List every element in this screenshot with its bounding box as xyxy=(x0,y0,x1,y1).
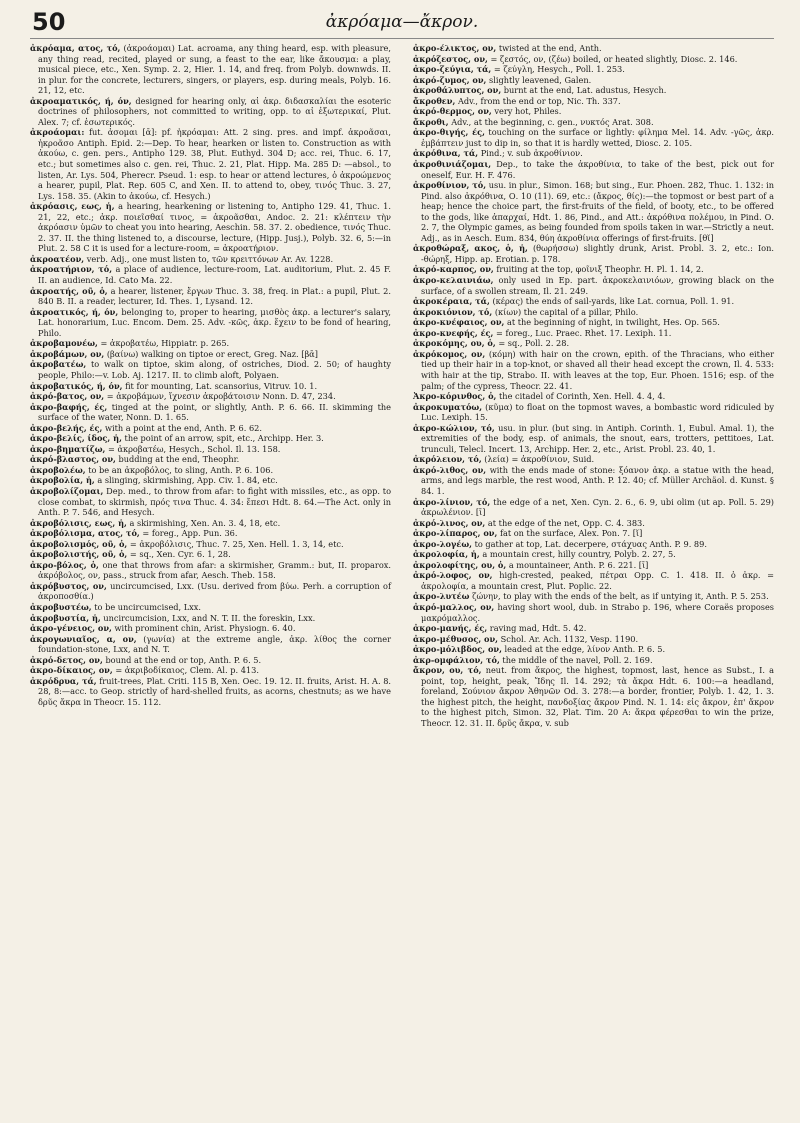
headword: ἀκρό-βατος, ον, xyxy=(30,391,105,402)
dictionary-entry xyxy=(30,359,391,380)
headword: ἀκροάομαι: xyxy=(30,127,85,138)
dictionary-entry xyxy=(413,127,774,148)
headword: ἀκρολοφία, ἡ, xyxy=(413,549,480,560)
headword: ἀκροβολιστής, οῦ, ὁ, xyxy=(30,549,128,560)
dictionary-entry xyxy=(413,454,774,465)
headword: ἀκρο-δίκαιος, ον, xyxy=(30,665,113,676)
headword: ἀκρο-βαφής, ές, xyxy=(30,401,108,412)
dictionary-entry xyxy=(413,539,774,550)
definition: a place of audience, lecture-room, Lat. auditorium, Plut. 2. 45 F. II. an audience, Id. Cato Ma. 22. xyxy=(38,264,391,286)
definition: = foreg., App. Pun. 36. xyxy=(142,528,238,539)
headword: ἀκρο-βελής, ές, xyxy=(30,422,103,433)
headword: ἀκρο-βόλος, ὁ, xyxy=(30,559,99,570)
definition: = sq., Poll. 2. 28. xyxy=(498,338,570,349)
definition: to be an ἀκροβόλος, to sling, Anth. P. 6. 106. xyxy=(88,464,274,475)
definition: at the edge of the net, Opp. C. 4. 383. xyxy=(487,517,645,528)
definition: (ἀκροάομαι) Lat. acroama, any thing heard, esp. with pleasure, any thing read, recited, played or sung, a feast to the ear, like ἄκουσμα: a play, musical piece, etc., Xen. Symp. 2. 2, Hier. 1. 14, and freq. from Polyb. downwds. II. in plur. for the concrete, lecturers, singers, or players, esp. during meals, Polyb. 16. 21, 12, etc. xyxy=(38,43,392,96)
definition: a skirmishing, Xen. An. 3. 4, 18, etc. xyxy=(129,517,281,528)
headword: ἀκρόβυστος, ον, xyxy=(30,580,107,591)
headword: ἀκρο-κώλιον, τό, xyxy=(413,422,495,433)
headword: ἀκροαματικός, ή, όν, xyxy=(30,95,132,106)
dictionary-entry xyxy=(413,402,774,423)
headword: ἀκρο-λυτέω xyxy=(413,591,470,602)
dictionary-entry xyxy=(30,528,391,539)
definition: designed for hearing only, αἱ ἀκρ. διδασκαλίαι the esoteric doctrines of philosophers, not committed to writing, opp. to αἱ ἐξωτερικαί, Plut. Alex. 7; cf. ἐσωτερικός. xyxy=(38,95,391,127)
dictionary-entry xyxy=(30,581,391,602)
dictionary-entry xyxy=(413,338,774,349)
headword: ἀκροκόμης, ου, ὁ, xyxy=(413,338,496,349)
headword: ἀκρόασις, εως, ἡ, xyxy=(30,201,115,212)
headword: ἀκρόλειον, τό, xyxy=(413,454,482,465)
definition: only used in Ep. part. ἀκροκελαινιόων, growing black on the surface, of a swollen stream, Il. 21. 249. xyxy=(421,275,774,296)
headword: ἀκρό-μαλλος, ον, xyxy=(413,601,495,612)
definition: fit for mounting, Lat. scansorius, Vitruv. 10. 1. xyxy=(125,380,318,391)
dictionary-entry xyxy=(413,307,774,318)
headword: ἀκρο-γένειος, ον, xyxy=(30,623,112,634)
dictionary-entry xyxy=(30,96,391,128)
definition: with prominent chin, Arist. Physiogn. 6. 40. xyxy=(114,623,296,634)
definition: = sq., Xen. Cyr. 6. 1, 28. xyxy=(129,549,231,560)
definition: leaded at the edge, λίνον Anth. P. 6. 5. xyxy=(504,644,666,655)
headword: ἀκρόθινα, τά, xyxy=(413,148,479,159)
definition: a mountain crest, hilly country, Polyb. 2. 27, 5. xyxy=(482,549,676,560)
headword: ἀκρο-κνεφής, ές, xyxy=(413,327,494,338)
dictionary-entry xyxy=(30,475,391,486)
headword: ἀκροατικός, ή, όν, xyxy=(30,306,119,317)
headword: ἀκρολοφίτης, ου, ὁ, xyxy=(413,559,507,570)
dictionary-entry xyxy=(30,634,391,655)
dictionary-entry xyxy=(413,528,774,539)
headword: ἀκροβόλισις, εως, ἡ, xyxy=(30,517,127,528)
definition: fruit-trees, Plat. Criti. 115 B, Xen. Oec. 19. 12. II. fruits, Arist. H. A. 8. 28, 8:—acc. to Geop. strictly of hard-shelled fruits, as acorns, chestnuts; as we have δρῦς ἄκρα in Theocr. 15. 112. xyxy=(38,675,392,707)
headword: ἀκροβυστία, ἡ, xyxy=(30,612,101,623)
definition: to walk on tiptoe, skim along, of ostriches, Diod. 2. 50; of haughty people, Philo:—v. Lob. Aj. 1217. II. to climb aloft, Polyaen. xyxy=(38,359,392,380)
headword: ἀκροβολισμός, οῦ, ὁ, xyxy=(30,538,128,549)
dictionary-entry xyxy=(413,623,774,634)
definition: having short wool, dub. in Strabo p. 196, where Coraës proposes μακρόμαλλος. xyxy=(421,601,775,623)
definition: a slinging, skirmishing, App. Civ. 1. 84, etc. xyxy=(97,475,278,486)
definition: a mountaineer, Anth. P. 6. 221. [ῑ] xyxy=(508,559,649,570)
definition: fut. ἀσομαι [ᾱ]: pf. ἠκρόαμαι: Att. 2 sing. pres. and impf. ἀκροᾶσαι, ἠκροᾶσο Antiph. Epid. 2:—Dep. To hear, hearken or listen to. Construction as with ἀκούω, c. gen. pers., Antipho 129. 38, Plut. Euthyd. 304 D; acc. rei, Thuc. 6. 17, etc.; but sometimes also c. gen. rei, Thuc. 2. 21, Plat. Hipp. Ma. 285 D: —absol., to listen, Ar. Lys. 504, Pherecr. Pseud. 1: esp. to hear or attend lectures, ὁ ἀκροώμενος a hearer, pupil, Plat. Rep. 605 C, and Xen. II. to attend to, obey, τινός Thuc. 3. 27, Lys. 158. 35. (Akin to ἀκούω, cf. Hesych.) xyxy=(38,127,391,201)
definition: touching on the surface or lightly: φίλημα Mel. 14. Adv. -γῶς, ἀκρ. ἐμβάπτειν just to dip in, so that it is hardly wetted, Diosc. 2. 105. xyxy=(421,127,774,148)
dictionary-entry xyxy=(30,549,391,560)
dictionary-entry xyxy=(413,180,774,243)
definition: = ἀκροβατέω, Hesych., Schol. Il. 13. 158. xyxy=(108,443,281,454)
definition: the middle of the navel, Poll. 2. 169. xyxy=(502,654,653,665)
headword: ἀκρο-λογέω, xyxy=(413,538,472,549)
definition: (γωνία) at the extreme angle, ἀκρ. λίθος the corner foundation-stone, Lxx, and N. T. xyxy=(38,633,391,655)
headword: ἀκρό-βλαστος, ον, xyxy=(30,454,116,465)
headword: ἀκρο-κελαινιάω, xyxy=(413,275,494,286)
page-number: 50 xyxy=(32,8,66,36)
dictionary-entry xyxy=(413,665,774,728)
definition: = ζεύγλη, Hesych., Poll. 1. 253. xyxy=(493,64,625,75)
definition: = ἀκροβατέω, Hippiatr. p. 265. xyxy=(100,338,230,349)
dictionary-entry xyxy=(413,518,774,529)
definition: = ἀκροβάμων, ἴχνεσιν ἀκροβάτοισιν Nonn. D. 47, 234. xyxy=(106,391,336,402)
dictionary-entry xyxy=(30,655,391,666)
definition: (λεία) = ἀκροθίνιον, Suid. xyxy=(484,454,595,465)
dictionary-entry xyxy=(30,433,391,444)
definition: (βαίνω) walking on tiptoe or erect, Greg. Naz. [βᾱ] xyxy=(106,348,318,359)
headword: ἀκρο-ζεύγια, τά, xyxy=(413,64,492,75)
dictionary-entry xyxy=(413,96,774,107)
headword: ἀκροκυματόω, xyxy=(413,401,483,412)
definition: (κῦμα) to float on the topmost waves, a bombastic word ridiculed by Luc. Lexiph. 15. xyxy=(421,401,774,423)
dictionary-entry xyxy=(413,317,774,328)
dictionary-entry xyxy=(413,106,774,117)
headword: ἀκροβαμονέω, xyxy=(30,338,98,349)
definition: ζώνην, to play with the ends of the belt, as if untying it, Anth. P. 5. 253. xyxy=(472,591,769,602)
definition: very hot, Philes. xyxy=(494,106,562,117)
definition: = ἀκροβόλισις, Thuc. 7. 25, Xen. Hell. 1. 3, 14, etc. xyxy=(129,538,344,549)
definition: usu. in plur., Simon. 168; but sing., Eur. Phoen. 282, Thuc. 1. 132: in Pind. also ἀκρόθινα, Ο. 10 (11). 69, etc.: (ἄκρος, θίς):—the topmost or best part of a heap; hence the choice part, the first-fruits of the field, of booty, etc., to be offered to the gods, like ἀπαρχαί, Hdt. 1. 86, Pind., and Att.: ἀκρόθινα πολέμου, in Pind. Ο. 2. 7, the Olympic games, as being founded from spoils taken in war.—Strictly a neut. Adj., as in Aesch. Eum. 834, θύη ἀκροθίνια offerings of first-fruits. [θῐ] xyxy=(421,180,774,243)
left-column xyxy=(30,43,391,729)
definition: Adv., from the end or top, Nic. Th. 337. xyxy=(457,95,621,106)
dictionary-entry xyxy=(413,296,774,307)
columns xyxy=(30,43,774,729)
headword: ἀκροατήριον, τό, xyxy=(30,264,113,275)
definition: the citadel of Corinth, Xen. Hell. 4. 4, 4. xyxy=(499,391,666,402)
headword: ἀκρόδρυα, τά, xyxy=(30,675,97,686)
definition: Dep. med., to throw from afar: to fight with missiles, etc., as opp. to close combat, to skirmish, πρός τινα Thuc. 4. 34: ἔπεσι Hdt. 8. 64.—The Act. only in Anth. P. 7. 546, and Hesych. xyxy=(38,485,392,518)
headword: ἀκροβόλισμα, ατος, τό, xyxy=(30,528,140,539)
dictionary-entry xyxy=(30,665,391,676)
definition: at the beginning of night, in twilight, Hes. Op. 565. xyxy=(506,317,720,328)
definition: (κέρας) the ends of sail-yards, like Lat. cornua, Poll. 1. 91. xyxy=(492,296,735,307)
definition: to gather at top, Lat. decerpere, στάχυας Anth. P. 9. 89. xyxy=(474,538,707,549)
definition: usu. in plur. (but sing. in Antiph. Corinth. 1, Eubul. Amal. 1), the extremities of the body, esp. of animals, the snout, ears, trotters, pettitoes, Lat. trunculi, Telecl. Incert. 13, Archipp. Her. 2, etc., Arist. Probl. 23. 40, 1. xyxy=(421,422,774,454)
dictionary-entry xyxy=(30,127,391,201)
dictionary-entry xyxy=(30,539,391,550)
definition: Adv., at the beginning, c. gen., νυκτός Arat. 308. xyxy=(451,116,654,127)
definition: the point of an arrow, spit, etc., Archipp. Her. 3. xyxy=(124,433,324,444)
dictionary-entry xyxy=(413,634,774,645)
headword: ἀκρόαμα, ατος, τό, xyxy=(30,43,121,53)
headword: ἀκρό-καρπος, ον, xyxy=(413,264,494,275)
dictionary-entry xyxy=(413,54,774,65)
dictionary-entry xyxy=(413,560,774,571)
dictionary-entry xyxy=(30,307,391,339)
headword: ἀκροατέον, xyxy=(30,253,85,264)
dictionary-entry xyxy=(413,264,774,275)
definition: (κίων) the capital of a pillar, Philo. xyxy=(494,306,639,317)
definition: a hearer, listener, ἔργων Thuc. 3. 38, freq. in Plat.: a pupil, Plut. 2. 840 B. II. a reader, lecturer, Id. Thes. 1, Lysand. 12. xyxy=(38,285,391,307)
headword: ἀκρό-ζυμος, ον, xyxy=(413,74,487,85)
dictionary-entry xyxy=(413,328,774,339)
dictionary-entry xyxy=(30,381,391,392)
right-column xyxy=(413,43,774,729)
definition: budding at the end, Theophr. xyxy=(118,454,240,465)
headword: Ἀκρο-κόρινθος, ὁ, xyxy=(413,391,497,402)
dictionary-entry xyxy=(30,264,391,285)
headword: ἀκροθινιάζομαι, xyxy=(413,159,492,170)
dictionary-entry xyxy=(30,560,391,581)
headword: ἀκροθώραξ, ακος, ὁ, ἡ, xyxy=(413,243,528,254)
dictionary-entry xyxy=(413,85,774,96)
headword: ἀκρο-έλικτος, ον, xyxy=(413,43,497,53)
headword: ἀκροβολίζομαι, xyxy=(30,485,104,496)
definition: = ζεστός, ον, (ζέω) boiled, or heated slightly, Diosc. 2. 146. xyxy=(490,53,738,64)
definition: burnt at the end, Lat. adustus, Hesych. xyxy=(503,85,667,96)
definition: fruiting at the top, φοῖνιξ Theophr. H. Pl. 1. 14, 2. xyxy=(496,264,704,275)
headword: ἀκρο-βηματίζω, xyxy=(30,443,106,454)
dictionary-entry xyxy=(30,613,391,624)
dictionary-entry xyxy=(30,286,391,307)
definition: tinged at the point, or slightly, Anth. P. 6. 66. II. skimming the surface of the water, Nonn. D. 1. 65. xyxy=(38,401,392,423)
headword: ἀκροατής, οῦ, ὁ, xyxy=(30,285,108,296)
definition: Schol. Ar. Ach. 1132, Vesp. 1190. xyxy=(500,633,639,644)
headword: ἀκροβυστέω, xyxy=(30,601,92,612)
headword: ἀκροθίνιον, τό, xyxy=(413,180,487,191)
dictionary-entry xyxy=(413,602,774,623)
dictionary-entry xyxy=(413,117,774,128)
definition: (κόμη) with hair on the crown, epith. of the Thracians, who either tied up their hair in a top-knot, or shaved all their head except the crown, Il. 4. 533: with hair at the tip, Strabo. II. with leaves at the top, Eur. Phoen. 1516; esp. of the palm; of the cypress, Theocr. 22. 41. xyxy=(421,348,774,391)
definition: with a point at the end, Anth. P. 6. 62. xyxy=(104,422,262,433)
dictionary-entry xyxy=(30,338,391,349)
headword: ἀκροβατέω, xyxy=(30,359,87,370)
headword: ἀκρό-λοφος, ον, xyxy=(413,570,493,581)
headword: ἀκρο-μόλιβδος, ον, xyxy=(413,644,502,655)
headword: ἀκρογωνιαῖος, α, ον, xyxy=(30,633,137,644)
dictionary-entry xyxy=(30,423,391,434)
dictionary-entry xyxy=(30,444,391,455)
headword: ἀκρ-ομφάλιον, τό, xyxy=(413,654,500,665)
headword: ἀκρό-θερμος, ον, xyxy=(413,106,492,117)
headword: ἀκρόκομος, ον, xyxy=(413,348,486,359)
headword: ἀκρο-θιγής, ές, xyxy=(413,127,485,138)
dictionary-entry xyxy=(30,676,391,708)
dictionary-entry xyxy=(413,43,774,54)
definition: belonging to, proper to hearing, μισθὸς ἀκρ. a lecturer's salary, Lat. honorarium, Luc. Encom. Dem. 25. Adv. -κῶς, ἀκρ. ἔχειν to be fond of hearing, Philo. xyxy=(38,306,391,338)
dictionary-entry xyxy=(413,349,774,391)
dictionary-entry xyxy=(30,602,391,613)
headword: ἀκροβάμων, ον, xyxy=(30,348,105,359)
dictionary-entry xyxy=(30,254,391,265)
dictionary-entry xyxy=(413,243,774,264)
dictionary-entry xyxy=(30,391,391,402)
dictionary-entry xyxy=(413,275,774,296)
dictionary-entry xyxy=(413,64,774,75)
headword: ἀκρό-λινος, ον, xyxy=(413,517,486,528)
dictionary-entry xyxy=(413,75,774,86)
dictionary-entry xyxy=(30,465,391,476)
dictionary-entry xyxy=(413,549,774,560)
definition: one that throws from afar: a skirmisher, Gramm.: but, II. proparox. ἀκρόβολος, ον, pass., struck from afar, Aesch. Theb. 158. xyxy=(38,559,391,581)
dictionary-entry xyxy=(30,486,391,518)
dictionary-entry xyxy=(30,454,391,465)
definition: = ἀκριβοδίκαιος, Clem. Al. p. 413. xyxy=(115,665,259,676)
definition: with the ends made of stone: ξόανον ἀκρ. a statue with the head, arms, and legs marble, the rest wood, Anth. P. 12. 40; cf. Müller Archäol. d. Kunst. § 84. 1. xyxy=(421,464,774,496)
headword: ἀκρό-δετος, ον, xyxy=(30,654,103,665)
dictionary-entry xyxy=(413,644,774,655)
dictionary-entry xyxy=(30,201,391,254)
dictionary-entry xyxy=(30,43,391,96)
definition: twisted at the end, Anth. xyxy=(498,43,602,53)
definition: (θωρήσσω) slightly drunk, Arist. Probl. 3. 2, etc.: Ion. -θώρηξ, Hipp. ap. Erotian. p. 178. xyxy=(421,243,774,264)
definition: a hearing, hearkening or listening to, Antipho 129. 41, Thuc. 1. 21, 22, etc.; ἀκρ. ποιεῖσθαί τινος, = ἀκροᾶσθαι, Andoc. 2. 21: κλέπτειν τὴν ἀκρόασιν ὑμῶν to cheat you into hearing, Aeschin. 58. 37. 2. obedience, τινός Thuc. 2. 37. II. the thing listened to, a discourse, lecture, (Hipp. Jusj.), Polyb. 32. 6, 5:—in Plut. 2. 58 C it is used for a lecture-room, = ἀκροατήριον. xyxy=(38,201,391,254)
definition: fat on the surface, Alex. Pon. 7. [ῐ] xyxy=(499,528,643,539)
headword: ἄκροθι, xyxy=(413,116,449,127)
headword: ἄκρον, ου, τό, xyxy=(413,665,482,676)
definition: high-crested, peaked, πέτραι Opp. C. 1. 418. II. ὁ ἀκρ. = ἀκρολοφία, a mountain crest, Plut. Poplic. 22. xyxy=(421,570,775,591)
headword: ἀκροβατικός, ή, όν, xyxy=(30,380,123,391)
definition: uncircumcised, Lxx. (Usu. derived from βύω. Perh. a corruption of ἀκροποσθία.) xyxy=(38,580,391,602)
headword: ἀκροβολέω, xyxy=(30,464,86,475)
definition: = foreg., Luc. Praec. Rhet. 17. Lexiph. 11. xyxy=(496,327,672,338)
headword: ἀκρο-μέθυσος, ον, xyxy=(413,633,499,644)
headword: ἀκρο-μανής, ές, xyxy=(413,623,488,634)
headword: ἀκρο-βελίς, ίδος, ἡ, xyxy=(30,433,122,444)
dictionary-entry xyxy=(30,623,391,634)
dictionary-entry xyxy=(30,402,391,423)
dictionary-entry xyxy=(413,655,774,666)
dictionary-entry xyxy=(413,591,774,602)
dictionary-entry xyxy=(413,423,774,455)
definition: Dep., to take the ἀκροθίνια, to take of the best, pick out for oneself, Eur. H. F. 476. xyxy=(421,159,775,180)
definition: raving mad, Hdt. 5. 42. xyxy=(489,623,587,634)
definition: uncircumcision, Lxx, and N. T. II. the foreskin, Lxx. xyxy=(103,612,316,623)
headword: ἀκροκέραια, τά, xyxy=(413,296,490,307)
definition: neut. from ἄκρος, the highest, topmost, last, hence as Subst., I. a point, top, height, peak, Ἴδης Il. 14. 292; τὰ ἄκρα Hdt. 6. 100:—a headland, foreland, Σούνιον ἄκρον Ἀθηνῶν Od. 3. 278:—a border, frontier, Polyb. 1. 42, 1. 3. the highest pitch, the height, πανδοξίας ἄκρον Pind. N. 1. 14: εἰς ἄκρον, ἐπ' ἄκρον to the highest pitch, Simon. 32, Plat. Tim. 20 A: ἄκρα φέρεσθαι to win the prize, Theocr. 12. 31. II. δρῦς ἄκρα, v. sub xyxy=(421,665,775,728)
dictionary-entry xyxy=(413,148,774,159)
headword: ἀκροκιόνιον, τό, xyxy=(413,306,493,317)
page-header xyxy=(30,8,774,39)
dictionary-entry xyxy=(413,497,774,518)
headword: ἀκρόζεστος, ον, xyxy=(413,53,488,64)
definition: Pind.; v. sub ἀκροθίνιον. xyxy=(480,148,583,159)
definition: to be uncircumcised, Lxx. xyxy=(94,601,202,612)
headword: ἀκροβολία, ἡ, xyxy=(30,475,95,486)
dictionary-entry xyxy=(30,349,391,360)
headword: ἀκροθάλυπτος, ον, xyxy=(413,85,502,96)
definition: verb. Adj., one must listen to, τῶν κρειττόνων Ar. Av. 1228. xyxy=(86,253,334,264)
headword: ἄκροθεν, xyxy=(413,95,456,106)
dictionary-entry xyxy=(413,465,774,497)
headword: ἀκρό-λιθος, ον, xyxy=(413,464,487,475)
definition: the edge of a net, Xen. Cyn. 2. 6., 6. 9, ubi olim (ut ap. Poll. 5. 29) ἀκρωλένιον. [ῑ] xyxy=(421,496,774,518)
headword: ἀκρο-κνέφαιος, ον, xyxy=(413,317,505,328)
definition: slightly leavened, Galen. xyxy=(489,74,592,85)
dictionary-entry xyxy=(30,518,391,529)
definition: bound at the end or top, Anth. P. 6. 5. xyxy=(105,654,262,665)
dictionary-entry xyxy=(413,159,774,180)
dictionary-entry xyxy=(413,391,774,402)
dictionary-entry xyxy=(413,570,774,591)
running-head: ἀκρόαμα—ἄκρον. xyxy=(325,12,479,32)
headword: ἀκρο-λίνιον, τό, xyxy=(413,496,491,507)
headword: ἀκρο-λίπαρος, ον, xyxy=(413,528,498,539)
